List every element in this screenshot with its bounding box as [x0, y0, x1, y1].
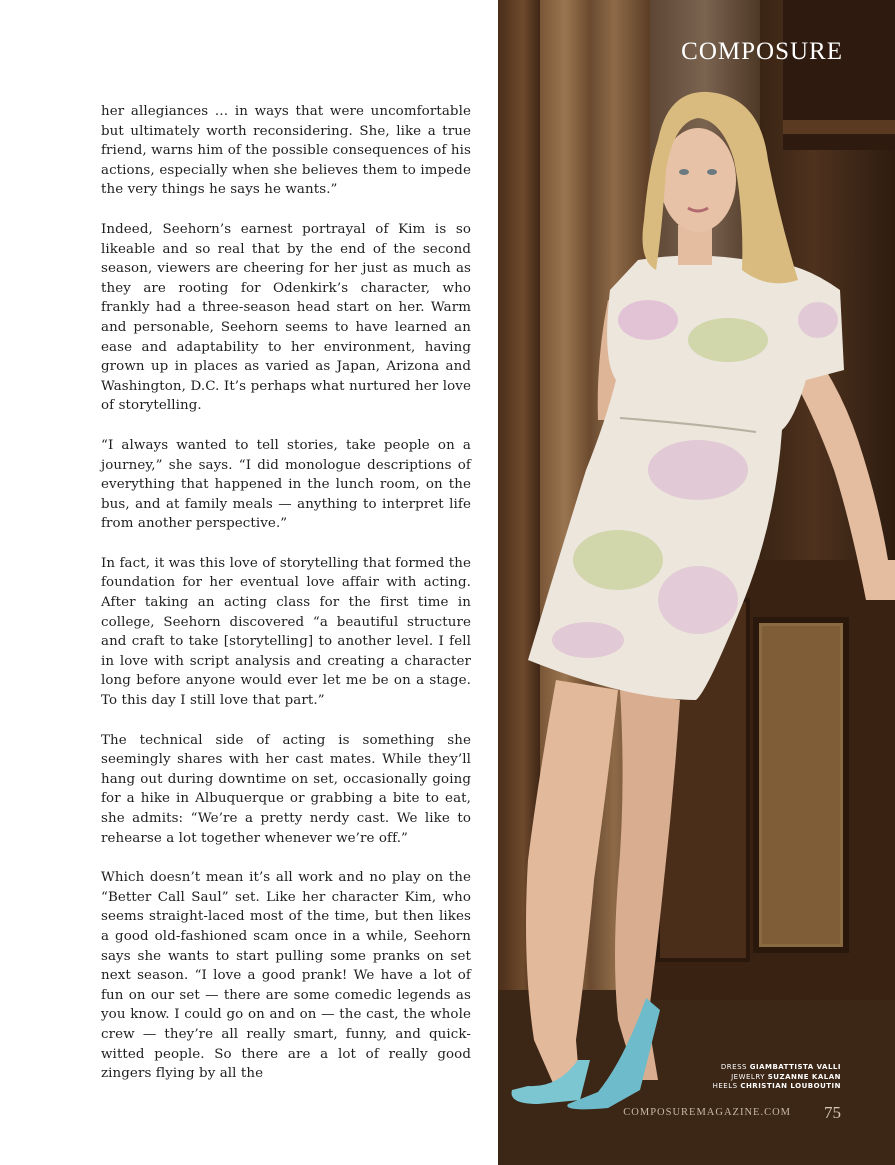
- eye: [707, 169, 717, 175]
- floral-pattern: [798, 302, 838, 338]
- cane-weave: [762, 626, 840, 944]
- footer-website[interactable]: COMPOSUREMAGAZINE.COM: [623, 1107, 791, 1118]
- credit-value: GIAMBATTISTA VALLI: [749, 1063, 841, 1071]
- magazine-masthead: COMPOSURE: [681, 38, 843, 65]
- floral-pattern: [648, 440, 748, 500]
- page-number: 75: [824, 1103, 841, 1122]
- article-paragraph: “I always wanted to tell stories, take people on a journey,” she says. “I did monologue descriptions of everything that happened in the lunch room, on the bus, and at family meals — anything to interpret life from another perspective.”: [101, 437, 471, 532]
- article-paragraph: The technical side of acting is something she seemingly shares with her cast mates. While they’ll hang out during downtime on set, occasionally going for a hike in Albuquerque or grabbing a bite to eat, she admits: “We’re a pretty nerdy cast. We like to rehearse a lot together whenever we’re off.”: [101, 732, 471, 846]
- floral-pattern: [618, 300, 678, 340]
- article-paragraph: In fact, it was this love of storytelling that formed the foundation for her eventual love affair with acting. After taking an acting class for the first time in college, Seehorn discovered “a beautiful structure and craft to take [storytelling] to another level. I fell in love with script analysis and creating a character long before anyone would ever let me be on a stage. To this day I still love that part.”: [101, 555, 471, 709]
- article-paragraph: Indeed, Seehorn’s earnest portrayal of Kim is so likeable and so real that by the end of the second season, viewers are cheering for her just as much as they are rooting for Odenkirk’s character, who frankly had a three-season head start on her. Warm and personable, Seehorn seems to have learned an ease and adaptability to her environment, having grown up in places as varied as Japan, Arizona and Washington, D.C. It’s perhaps what nurtured her love of storytelling.: [101, 221, 471, 414]
- credit-value: CHRISTIAN LOUBOUTIN: [740, 1082, 841, 1090]
- credit-label: JEWELRY: [731, 1072, 766, 1081]
- credit-line: [713, 1063, 841, 1073]
- article-text-column: [101, 102, 471, 1104]
- photo-scene: [498, 0, 895, 1165]
- credit-label: DRESS: [720, 1063, 747, 1071]
- floral-pattern: [573, 530, 663, 590]
- article-paragraph: Which doesn’t mean it’s all work and no play on the “Better Call Saul” set. Like her character Kim, who seems straight-laced most of the time, but then likes a good old-fashioned scam once in a while, Seehorn says she wants to start pulling some pranks on set next season. “I love a good prank! We have a lot of fun on our set — there are some comedic legends as you know. I could go on and on — the cast, the whole crew — they’re all really smart, funny, and quick-witted people. So there are a lot of really good zingers flying by all the: [101, 870, 471, 1082]
- credit-label: HEELS: [712, 1082, 738, 1090]
- shelf-rail: [783, 120, 895, 134]
- credit-line: [713, 1073, 841, 1083]
- article-paragraph: her allegiances … in ways that were uncomfortable but ultimately worth reconsidering. She, like a true friend, warns him of the possible consequences of his actions, especially when she believes them to impede the very things he says he wants.”: [101, 104, 471, 198]
- eye: [679, 169, 689, 175]
- floral-pattern: [658, 566, 738, 634]
- credit-line: [713, 1082, 841, 1092]
- fashion-credits: [713, 1063, 841, 1092]
- floral-pattern: [552, 622, 624, 658]
- portrait-photo: [498, 0, 895, 1165]
- credit-value: SUZANNE KALAN: [767, 1072, 841, 1081]
- floral-pattern: [688, 318, 768, 362]
